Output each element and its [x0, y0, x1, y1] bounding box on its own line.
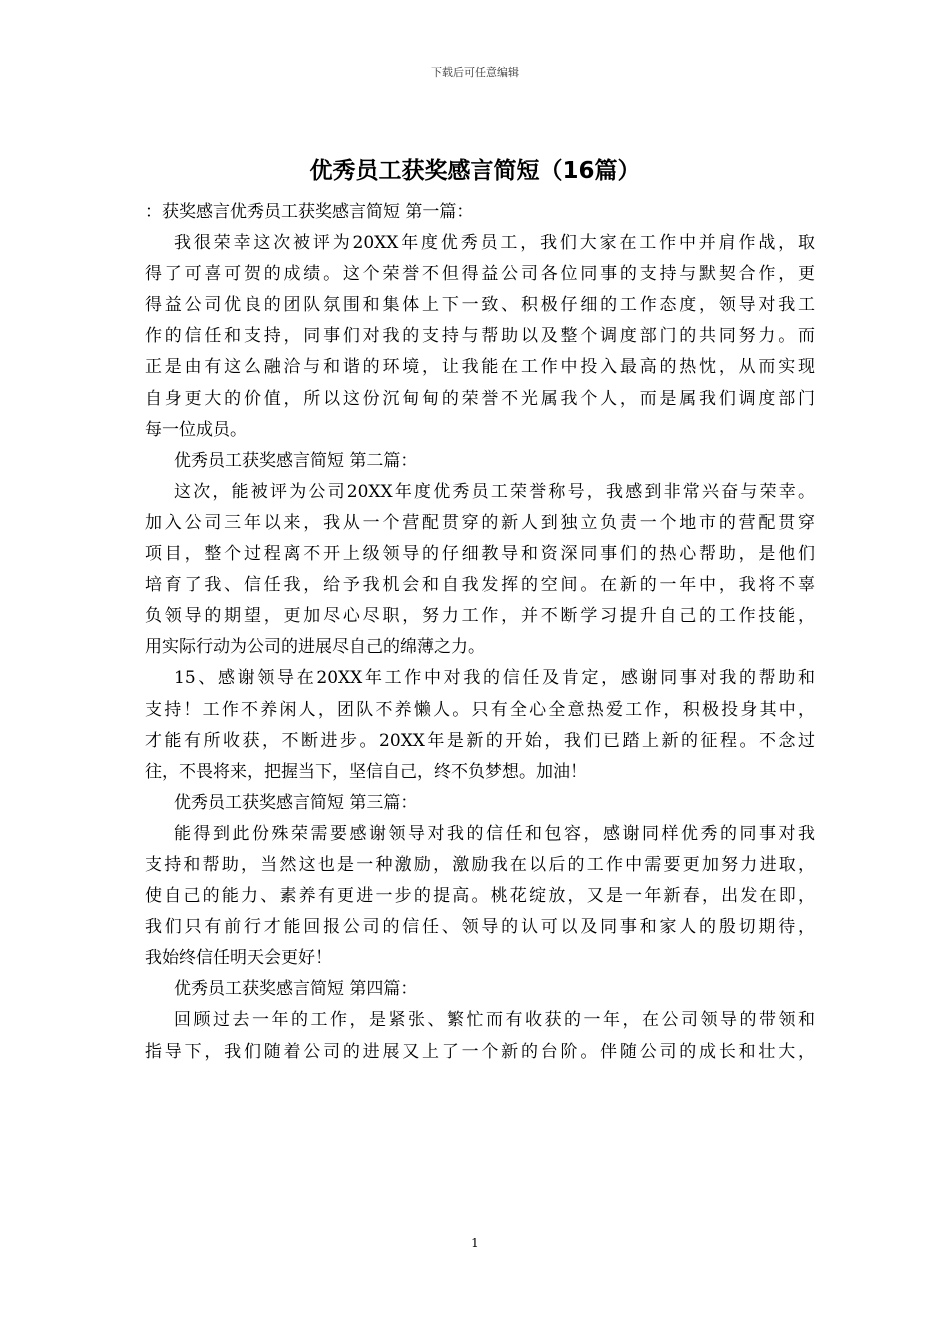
body-text-line: 负领导的期望，更加尽心尽职，努力工作，并不断学习提升自己的工作技能，	[145, 606, 815, 627]
body-text-line: 往，不畏将来，把握当下，坚信自己，终不负梦想。加油！	[145, 761, 587, 782]
body-text-line: 使自己的能力、素养有更进一步的提高。桃花绽放，又是一年新春，出发在即，	[145, 886, 815, 907]
body-text-line: 我们只有前行才能回报公司的信任、领导的认可以及同事和家人的殷切期待，	[145, 917, 815, 938]
body-text-line: 加入公司三年以来，我从一个营配贯穿的新人到独立负责一个地市的营配贯穿	[145, 512, 815, 533]
body-text-line: 支持和帮助，当然这也是一种激励，激励我在以后的工作中需要更加努力进取，	[145, 854, 815, 875]
body-text-line: 优秀员工获奖感言简短 第二篇：	[174, 450, 418, 471]
body-text-line: 能得到此份殊荣需要感谢领导对我的信任和包容，感谢同样优秀的同事对我	[174, 823, 815, 844]
body-text-line: 用实际行动为公司的进展尽自己的绵薄之力。	[145, 637, 485, 658]
body-text-line: 这次，能被评为公司20XX年度优秀员工荣誉称号，我感到非常兴奋与荣幸。	[174, 481, 815, 502]
document-body	[145, 197, 815, 1068]
body-text-line: 自身更大的价值，所以这份沉甸甸的荣誉不光属我个人，而是属我们调度部门	[145, 388, 815, 409]
body-text-line: 培育了我、信任我，给予我机会和自我发挥的空间。在新的一年中，我将不辜	[145, 575, 815, 596]
body-text-line: 得了可喜可贺的成绩。这个荣誉不但得益公司各位同事的支持与默契合作，更	[145, 264, 815, 285]
body-text-line: 支持！工作不养闲人，团队不养懒人。只有全心全意热爱工作，积极投身其中，	[145, 699, 815, 720]
page-number: 1	[471, 1236, 479, 1250]
body-text-line: 每一位成员。	[145, 419, 247, 440]
body-text-line: 作的信任和支持，同事们对我的支持与帮助以及整个调度部门的共同努力。而	[145, 326, 815, 347]
body-text-line: ：获奖感言优秀员工获奖感言简短 第一篇：	[145, 202, 474, 222]
body-text-line: 指导下，我们随着公司的进展又上了一个新的台阶。伴随公司的成长和壮大，	[145, 1041, 815, 1062]
body-text-line: 回顾过去一年的工作，是紧张、繁忙而有收获的一年，在公司领导的带领和	[174, 1010, 815, 1031]
body-text-line: 我很荣幸这次被评为20XX年度优秀员工，我们大家在工作中并肩作战，取	[174, 233, 815, 254]
body-text-line: 得益公司优良的团队氛围和集体上下一致、积极仔细的工作态度，领导对我工	[145, 295, 815, 316]
body-text-line: 正是由有这么融洽与和谐的环境，让我能在工作中投入最高的热忱，从而实现	[145, 357, 815, 378]
document-title: 优秀员工获奖感言简短（16篇）	[309, 158, 641, 184]
body-text-line: 我始终信任明天会更好！	[145, 948, 332, 969]
body-text-line: 15、感谢领导在20XX年工作中对我的信任及肯定，感谢同事对我的帮助和	[174, 668, 815, 689]
body-text-line: 才能有所收获，不断进步。20XX年是新的开始，我们已踏上新的征程。不念过	[145, 730, 815, 751]
body-text-line: 项目，整个过程离不开上级领导的仔细教导和资深同事们的热心帮助，是他们	[145, 544, 815, 565]
page-header-note: 下载后可任意编辑	[431, 66, 519, 79]
body-text-line: 优秀员工获奖感言简短 第四篇：	[174, 979, 418, 1000]
body-text-line: 优秀员工获奖感言简短 第三篇：	[174, 792, 418, 813]
